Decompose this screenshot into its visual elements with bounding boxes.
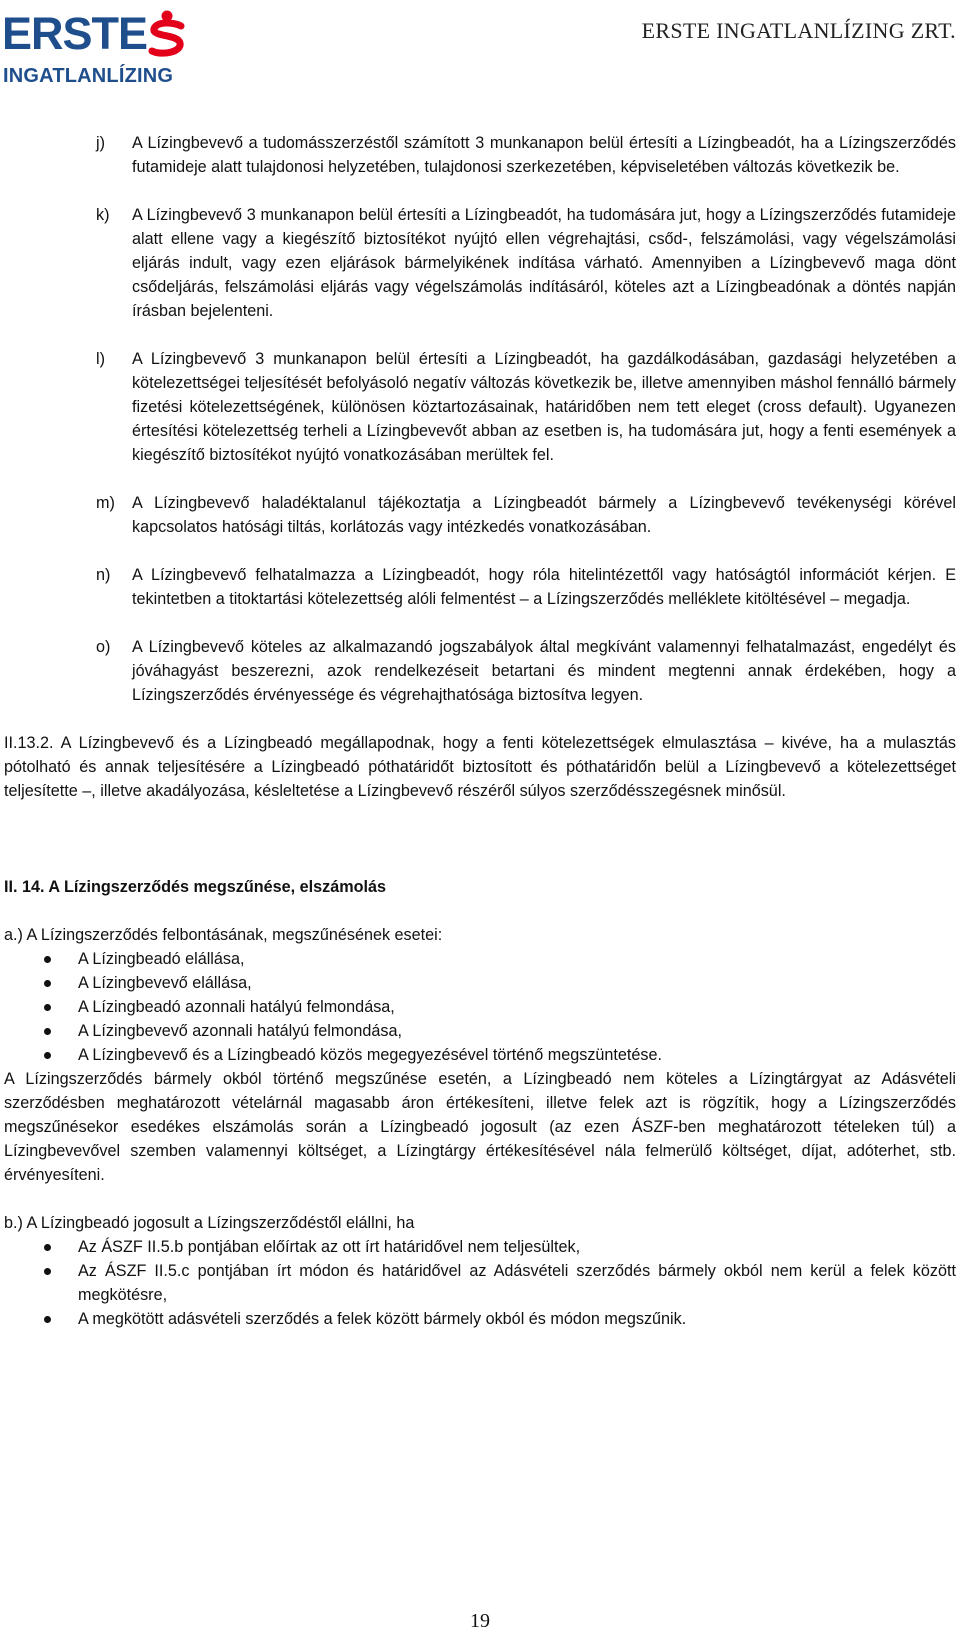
item-text: A Lízingbevevő 3 munkanapon belül értesíti a Lízingbeadót, ha gazdálkodásában, gazdasági helyzetében a kötelezettségei teljesítését befolyásoló negatív változás következik be, illetve amennyiben máshol fennálló bármely fizetési kötelezettségének, különösen köztartozásainak, határidőben nem tett eleget (cross default). Ugyanezen értesítési kötelezettség terheli a Lízingbevevőt abban az esetben is, ha tudomására jut, hogy a fenti események a kiegészítő biztosítékot nyújtó vonatkozásában merültek fel. [132,350,956,464]
clause-item-l [4,347,956,467]
list-item-text: A Lízingbeadó elállása, [78,950,245,968]
section-a-list [4,947,956,1067]
list-item-text: A megkötött adásvételi szerződés a felek között bármely okból és módon megszűnik. [78,1310,687,1328]
list-item [4,995,956,1019]
item-label: m) [96,494,115,512]
clause-item-n [4,563,956,611]
clause-item-o [4,635,956,707]
list-item [4,1043,956,1067]
bullet-icon [4,1019,78,1043]
list-item [4,1235,956,1259]
document-body [4,131,956,1331]
section-b-intro: b.) A Lízingbeadó jogosult a Lízingszerződéstől elállni, ha [4,1214,415,1232]
list-item [4,971,956,995]
list-item-text: Az ÁSZF II.5.c pontjában írt módon és határidővel az Adásvételi szerződés bármely okból nem kerül a felek között megkötésre, [78,1262,956,1304]
section-14-heading: II. 14. A Lízingszerződés megszűnése, elszámolás [4,878,387,896]
item-label: o) [96,638,111,656]
item-text: A Lízingbevevő köteles az alkalmazandó jogszabályok által megkívánt valamennyi felhatalmazást, engedélyt és jóváhagyást beszerezni, azok rendelkezéseit betartani és mindent megtenni annak érdekében, hogy a Lízingszerződés érvényessége és végrehajthatósága biztosítva legyen. [132,638,956,704]
list-item [4,947,956,971]
bullet-icon [4,1235,78,1259]
section-a-intro: a.) A Lízingszerződés felbontásának, megszűnésének esetei: [4,926,443,944]
item-label: k) [96,206,110,224]
bullet-icon [4,1043,78,1067]
item-label: j) [96,134,105,152]
page-header [0,0,960,96]
item-text: A Lízingbevevő felhatalmazza a Lízingbeadót, hogy róla hitelintézettől vagy hatóságtól információt kérjen. E tekintetben a titoktartási kötelezettség alóli felmentést – a Lízingszerződés melléklete kitöltésével – megadja. [132,566,956,608]
list-item-text: Az ÁSZF II.5.b pontjában előírtak az ott írt határidővel nem teljesültek, [78,1238,581,1256]
logo-subtitle: INGATLANLÍZING [3,65,174,87]
bullet-icon [4,995,78,1019]
item-label: n) [96,566,111,584]
section-a-paragraph: A Lízingszerződés bármely okból történő megszűnése esetén, a Lízingbeadó nem köteles a Lízingtárgyat az Adásvételi szerződésben meghatározott vételárnál magasabb áron értékesíteni, illetve felek azt is rögzítik, hogy a Lízingszerződés megszűnésekor esedékes elszámolás során a Lízingbeadó jogosult (az ezen ÁSZF-ben meghatározott tételeken túl) a Lízingbevevővel szemben valamennyi költséget, a Lízingtárgy értékesítésével nála felmerülő költséget, díjat, adóterhet, stb. érvényesíteni. [4,1070,956,1184]
list-item [4,1259,956,1307]
spacer [4,827,956,875]
bullet-icon [4,1259,78,1307]
item-text: A Lízingbevevő 3 munkanapon belül értesíti a Lízingbeadót, ha tudomására jut, hogy a Lízingszerződés futamideje alatt ellene vagy a kiegészítő biztosítékot nyújtó ellen végrehajtási, csőd-, felszámolási, vagy végelszámolási eljárás indult, vagy ezen eljárások bármelyikének indítása várható. Amennyiben a Lízingbevevő maga dönt csődeljárás, felszámolási eljárás vagy végelszámolás indításáról, köteles azt a Lízingbeadónak a döntés napján írásban bejelenteni. [132,206,956,320]
erste-logo [2,8,186,88]
section-b-list [4,1235,956,1331]
list-item-text: A Lízingbevevő elállása, [78,974,252,992]
list-item [4,1019,956,1043]
page-number: 19 [470,1610,490,1632]
clause-item-j [4,131,956,179]
list-item [4,1307,956,1331]
item-text: A Lízingbevevő a tudomásszerzéstől számított 3 munkanapon belül értesíti a Lízingbeadót, ha a Lízingszerződés futamideje alatt tulajdonosi helyzetében, tulajdonosi szerkezetében, képviseletében változás következik be. [132,134,956,176]
logo-wordmark: ERSTE [2,8,148,59]
clause-13-2: II.13.2. A Lízingbevevő és a Lízingbeadó megállapodnak, hogy a fenti kötelezettségek elmulasztása – kivéve, ha a mulasztás pótolható és annak teljesítésére a Lízingbeadó póthatáridőt biztosított és póthatáridőn belül a Lízingbevevő a kötelezettséget teljesítette –, illetve akadályozása, késleltetése a Lízingbevevő részéről súlyos szerződésszegésnek minősül. [4,734,956,800]
clause-item-k [4,203,956,323]
item-label: l) [96,350,105,368]
company-name: ERSTE INGATLANLÍZING ZRT. [641,18,956,43]
item-text: A Lízingbevevő haladéktalanul tájékoztatja a Lízingbeadót bármely a Lízingbevevő tevékenységi körével kapcsolatos hatósági tiltás, korlátozás vagy intézkedés vonatkozásában. [132,494,956,536]
bullet-icon [4,1307,78,1331]
list-item-text: A Lízingbevevő és a Lízingbeadó közös megegyezésével történő megszüntetése. [78,1046,663,1064]
list-item-text: A Lízingbeadó azonnali hatályú felmondása, [78,998,395,1016]
clause-item-m [4,491,956,539]
bullet-icon [4,971,78,995]
bullet-icon [4,947,78,971]
erste-s-mark-icon [148,10,186,60]
list-item-text: A Lízingbevevő azonnali hatályú felmondása, [78,1022,402,1040]
